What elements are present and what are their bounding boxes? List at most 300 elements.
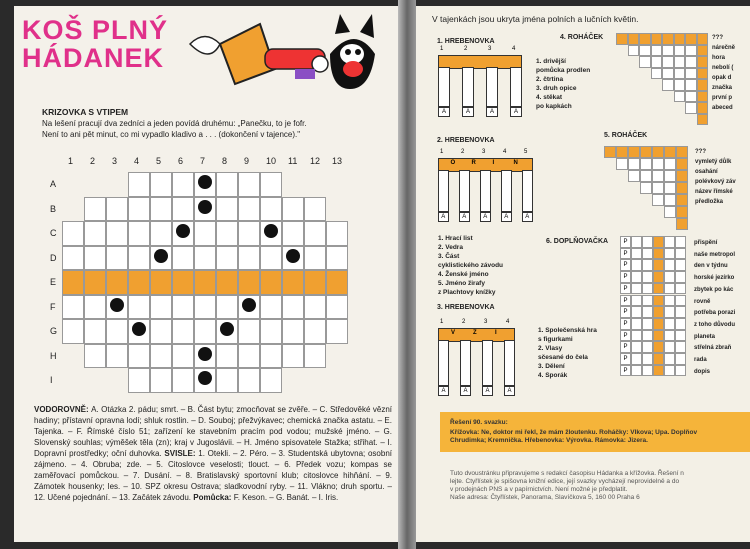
corner-cell[interactable] [664, 146, 676, 158]
comb-foot-cell[interactable]: A [462, 107, 474, 117]
crossword-cell[interactable] [304, 246, 326, 271]
crossword-cell[interactable] [216, 221, 238, 246]
crossword-cell[interactable] [216, 295, 238, 320]
fill-in-cell[interactable] [631, 318, 642, 330]
corner-cell[interactable] [676, 158, 688, 170]
crossword-cell[interactable] [172, 319, 194, 344]
crossword-cell[interactable] [150, 172, 172, 197]
crossword-cell[interactable] [282, 270, 304, 295]
crossword-cell[interactable] [84, 270, 106, 295]
clue-line: s figurkami [538, 336, 573, 343]
crossword-cell[interactable] [238, 368, 260, 393]
fill-in-cell[interactable] [664, 341, 675, 353]
corner-cell[interactable] [697, 45, 709, 57]
fill-in-cell[interactable]: P [620, 283, 631, 295]
crossword-cell[interactable] [150, 368, 172, 393]
comb-column[interactable] [486, 67, 498, 107]
corner-cell[interactable] [628, 170, 640, 182]
corner-cell[interactable] [674, 56, 686, 68]
fill-in-cell[interactable] [653, 318, 664, 330]
corner-cell[interactable] [604, 146, 616, 158]
crossword-cell[interactable] [84, 246, 106, 271]
corner-cell[interactable] [674, 68, 686, 80]
crossword-cell[interactable] [326, 319, 348, 344]
crossword-cell[interactable] [62, 246, 84, 271]
fill-in-cell[interactable] [675, 283, 686, 295]
crossword-cell[interactable] [238, 172, 260, 197]
fill-in-cell[interactable] [631, 330, 642, 342]
fill-in-cell[interactable] [653, 306, 664, 318]
crossword-cell[interactable] [260, 344, 282, 369]
corner-cell[interactable] [640, 170, 652, 182]
clue-line: rovně [694, 298, 711, 305]
fill-in-cell[interactable] [642, 236, 653, 248]
fill-in-cell[interactable] [653, 295, 664, 307]
fill-in-cell[interactable] [631, 365, 642, 377]
fill-in-cell[interactable]: P [620, 306, 631, 318]
crossword-cell[interactable] [84, 295, 106, 320]
crossword-cell[interactable] [150, 270, 172, 295]
fill-in-cell[interactable] [664, 259, 675, 271]
crossword-cell[interactable] [238, 197, 260, 222]
corner-cell[interactable] [652, 194, 664, 206]
comb-foot-cell[interactable]: A [510, 107, 522, 117]
crossword-cell[interactable] [282, 344, 304, 369]
crossword-cell[interactable] [260, 246, 282, 271]
comb-number: 3 [488, 46, 492, 52]
corner-cell[interactable] [662, 56, 674, 68]
black-square [220, 322, 234, 336]
fill-in-cell[interactable] [664, 295, 675, 307]
fill-in-cell[interactable]: P [620, 271, 631, 283]
crossword-cell[interactable] [128, 197, 150, 222]
comb-column[interactable] [438, 170, 449, 212]
crossword-cell[interactable] [216, 246, 238, 271]
crossword-cell[interactable] [326, 221, 348, 246]
corner-cell[interactable] [676, 206, 688, 218]
title-line-2: HÁDANEK [22, 43, 164, 73]
corner-cell[interactable] [664, 182, 676, 194]
crossword-cell[interactable] [172, 344, 194, 369]
comb-foot-cell[interactable]: A [460, 386, 471, 396]
crossword-cell[interactable] [260, 197, 282, 222]
crossword-cell[interactable] [304, 197, 326, 222]
fill-in-cell[interactable] [642, 259, 653, 271]
comb-foot-cell[interactable]: A [522, 212, 533, 222]
corner-cell[interactable] [664, 158, 676, 170]
corner-cell[interactable] [697, 102, 709, 114]
crossword-cell[interactable] [106, 221, 128, 246]
fill-in-cell[interactable] [631, 283, 642, 295]
comb-foot-cell[interactable]: A [438, 212, 449, 222]
corner-cell[interactable] [676, 218, 688, 230]
crossword-cell[interactable] [238, 319, 260, 344]
corner-cell[interactable] [652, 170, 664, 182]
fill-in-cell[interactable] [664, 236, 675, 248]
corner-cell[interactable] [652, 158, 664, 170]
corner-cell[interactable] [616, 146, 628, 158]
comb-foot-cell[interactable]: A [504, 386, 515, 396]
fill-in-cell[interactable] [675, 295, 686, 307]
fill-in-cell[interactable] [653, 259, 664, 271]
corner-cell[interactable] [685, 68, 697, 80]
fill-in-cell[interactable] [642, 271, 653, 283]
fill-in-cell[interactable] [642, 283, 653, 295]
fill-in-cell[interactable] [653, 365, 664, 377]
crossword-cell[interactable] [150, 221, 172, 246]
comb-column[interactable] [460, 340, 471, 386]
fill-in-cell[interactable] [664, 318, 675, 330]
corner-cell[interactable] [628, 45, 640, 57]
crossword-cell[interactable] [150, 246, 172, 271]
corner-cell[interactable] [697, 33, 709, 45]
fill-in-cell[interactable]: P [620, 318, 631, 330]
crossword-cell[interactable] [326, 270, 348, 295]
crossword-cell[interactable] [62, 221, 84, 246]
fill-in-cell[interactable] [675, 365, 686, 377]
crossword-cell[interactable] [128, 172, 150, 197]
fill-in-cell[interactable] [642, 330, 653, 342]
comb-letter: I [495, 330, 497, 336]
crossword-cell[interactable] [150, 319, 172, 344]
crossword-cell[interactable] [326, 246, 348, 271]
corner-cell[interactable] [640, 146, 652, 158]
fill-in-cell[interactable]: P [620, 236, 631, 248]
fill-in-cell[interactable] [653, 271, 664, 283]
corner-cell[interactable] [685, 102, 697, 114]
corner-cell[interactable] [639, 45, 651, 57]
column-number: 10 [266, 156, 277, 166]
fill-in-cell[interactable] [675, 353, 686, 365]
crossword-cell[interactable] [194, 368, 216, 393]
crossword-cell[interactable] [194, 270, 216, 295]
clue-line: dopis [694, 368, 710, 375]
fill-in-cell[interactable] [675, 236, 686, 248]
corner-cell[interactable] [674, 45, 686, 57]
comb-column[interactable] [462, 67, 474, 107]
crossword-cell[interactable] [150, 344, 172, 369]
crossword-cell[interactable] [84, 221, 106, 246]
crossword-cell[interactable] [304, 270, 326, 295]
fill-in-cell[interactable]: P [620, 295, 631, 307]
clue-line: polévkový záv [695, 179, 736, 185]
crossword-cell[interactable] [172, 221, 194, 246]
comb-foot-cell[interactable]: A [482, 386, 493, 396]
crossword-cell[interactable] [84, 197, 106, 222]
black-square [198, 371, 212, 385]
clue-line: 2. čtrtina [536, 76, 564, 83]
clue-line: zbytek po kác [694, 286, 734, 293]
crossword-cell[interactable] [326, 295, 348, 320]
crossword-cell[interactable] [128, 368, 150, 393]
fill-in-cell[interactable] [664, 283, 675, 295]
crossword-cell[interactable] [172, 295, 194, 320]
fill-in-cell[interactable] [664, 248, 675, 260]
corner-cell[interactable] [674, 79, 686, 91]
crossword-cell[interactable] [216, 368, 238, 393]
clue-line: cyklistického závodu [438, 262, 504, 269]
corner-cell[interactable] [685, 79, 697, 91]
clue-line: naše metropol [694, 251, 736, 258]
comb-foot-cell[interactable]: A [459, 212, 470, 222]
crossword-cell[interactable] [238, 295, 260, 320]
corner-cell[interactable] [616, 33, 628, 45]
crossword-cell[interactable] [260, 319, 282, 344]
fill-in-cell[interactable] [653, 330, 664, 342]
crossword-cell[interactable] [62, 270, 84, 295]
corner-cell[interactable] [616, 158, 628, 170]
comb-number: 1 [440, 46, 444, 52]
crossword-cell[interactable] [84, 344, 106, 369]
clue-line: 2. Vedra [438, 244, 463, 251]
crossword-cell[interactable] [194, 246, 216, 271]
comb-foot-cell[interactable]: A [501, 212, 512, 222]
corner-cell[interactable] [664, 170, 676, 182]
column-number: 9 [244, 156, 250, 166]
fill-in-cell[interactable] [675, 330, 686, 342]
crossword-cell[interactable] [150, 295, 172, 320]
corner-cell[interactable] [685, 45, 697, 57]
crossword-cell[interactable] [304, 319, 326, 344]
fill-in-cell[interactable] [642, 365, 653, 377]
row-letter: B [50, 203, 57, 214]
corner-cell[interactable] [652, 182, 664, 194]
crossword-cell[interactable] [260, 270, 282, 295]
corner-cell[interactable] [674, 33, 686, 45]
comb-column[interactable] [438, 340, 449, 386]
crossword-cell[interactable] [194, 344, 216, 369]
crossword-cell[interactable] [194, 295, 216, 320]
crossword-cell[interactable] [128, 270, 150, 295]
comb-column[interactable] [510, 67, 522, 107]
crossword-cell[interactable] [128, 344, 150, 369]
fill-in-cell[interactable] [675, 271, 686, 283]
corner-cell[interactable] [662, 45, 674, 57]
down-heading: SVISLE: [164, 449, 199, 458]
crossword-cell[interactable] [216, 270, 238, 295]
crossword-cell[interactable] [128, 295, 150, 320]
crossword-cell[interactable] [260, 368, 282, 393]
intro-line-1: Na lešení pracují dva zedníci a jeden povídá druhému: „Panečku, to je fofr. [42, 119, 307, 128]
crossword-clues [34, 404, 392, 503]
fill-in-cell[interactable] [631, 353, 642, 365]
corner-cell[interactable] [697, 91, 709, 103]
cat-mascot-illustration [180, 14, 380, 104]
fill-in-cell[interactable]: P [620, 353, 631, 365]
fill-in-cell[interactable] [675, 341, 686, 353]
fill-in-cell[interactable] [642, 318, 653, 330]
comb-foot-cell[interactable]: A [438, 107, 450, 117]
fill-in-cell[interactable]: P [620, 365, 631, 377]
fill-in-cell[interactable] [631, 236, 642, 248]
corner-cell[interactable] [639, 56, 651, 68]
corner-cell[interactable] [651, 33, 663, 45]
corner-cell[interactable] [697, 79, 709, 91]
fill-in-cell[interactable] [631, 271, 642, 283]
crossword-cell[interactable] [282, 246, 304, 271]
fill-in-cell[interactable] [631, 248, 642, 260]
corner-cell[interactable] [664, 194, 676, 206]
corner-cell[interactable] [662, 68, 674, 80]
crossword-cell[interactable] [128, 246, 150, 271]
fill-in-cell[interactable] [653, 341, 664, 353]
crossword-cell[interactable] [106, 270, 128, 295]
crossword-cell[interactable] [194, 172, 216, 197]
corner-cell[interactable] [685, 91, 697, 103]
comb-foot-cell[interactable]: A [486, 107, 498, 117]
corner-cell[interactable] [676, 194, 688, 206]
crossword-cell[interactable] [238, 270, 260, 295]
clue-line: střelná zbraň [694, 345, 732, 352]
column-number: 11 [288, 156, 298, 166]
crossword-cell[interactable] [260, 295, 282, 320]
corner-cell[interactable] [628, 146, 640, 158]
crossword-cell[interactable] [172, 172, 194, 197]
crossword-cell[interactable] [106, 197, 128, 222]
fill-in-cell[interactable] [653, 248, 664, 260]
black-square [198, 200, 212, 214]
crossword-cell[interactable] [216, 319, 238, 344]
fill-in-cell[interactable] [675, 259, 686, 271]
crossword-cell[interactable] [282, 319, 304, 344]
crossword-cell[interactable] [84, 319, 106, 344]
fill-in-cell[interactable] [642, 306, 653, 318]
corner-cell[interactable] [628, 158, 640, 170]
crossword-cell[interactable] [106, 344, 128, 369]
crossword-cell[interactable] [150, 197, 172, 222]
corner-cell[interactable] [676, 170, 688, 182]
comb-column[interactable] [522, 170, 533, 212]
crossword-cell[interactable] [172, 368, 194, 393]
crossword-cell[interactable] [106, 246, 128, 271]
fill-in-cell[interactable] [653, 353, 664, 365]
clue-line: předložka [695, 199, 724, 205]
crossword-cell[interactable] [282, 221, 304, 246]
corner-cell[interactable] [697, 68, 709, 80]
crossword-cell[interactable] [238, 221, 260, 246]
crossword-cell[interactable] [238, 344, 260, 369]
crossword-cell[interactable] [260, 172, 282, 197]
crossword-cell[interactable] [260, 221, 282, 246]
crossword-cell[interactable] [304, 344, 326, 369]
fill-in-cell[interactable]: P [620, 248, 631, 260]
comb-column[interactable] [504, 340, 515, 386]
corner-cell[interactable] [674, 91, 686, 103]
fill-in-cell[interactable] [642, 248, 653, 260]
corner-cell[interactable] [652, 146, 664, 158]
comb-column[interactable] [501, 170, 512, 212]
comb-column[interactable] [438, 67, 450, 107]
crossword-cell[interactable] [238, 246, 260, 271]
clue-line: název římské [695, 189, 733, 195]
crossword-cell[interactable] [106, 295, 128, 320]
crossword-cell[interactable] [304, 295, 326, 320]
crossword-cell[interactable] [304, 221, 326, 246]
fill-in-cell[interactable] [631, 295, 642, 307]
corner-cell[interactable] [651, 56, 663, 68]
fill-in-cell[interactable] [653, 236, 664, 248]
fill-in-cell[interactable] [664, 271, 675, 283]
fill-in-cell[interactable] [631, 306, 642, 318]
corner-cell[interactable] [685, 56, 697, 68]
solutions-title: Řešení 90. svazku: [450, 419, 508, 426]
corner-cell[interactable] [628, 33, 640, 45]
comb-foot-cell[interactable]: A [480, 212, 491, 222]
fill-in-cell[interactable] [675, 306, 686, 318]
crossword-cell[interactable] [282, 197, 304, 222]
fill-in-cell[interactable] [631, 341, 642, 353]
comb-column[interactable] [459, 170, 470, 212]
fill-in-cell[interactable] [653, 283, 664, 295]
corner-cell[interactable] [651, 45, 663, 57]
crossword-cell[interactable] [172, 197, 194, 222]
fill-in-cell[interactable] [631, 259, 642, 271]
fill-in-cell[interactable] [642, 341, 653, 353]
corner-cell[interactable] [662, 79, 674, 91]
crossword-cell[interactable] [128, 319, 150, 344]
fill-in-cell[interactable] [664, 365, 675, 377]
clue-line: ??? [695, 149, 706, 155]
fill-in-cell[interactable]: P [620, 330, 631, 342]
corner-cell[interactable] [685, 33, 697, 45]
fill-in-cell[interactable] [642, 353, 653, 365]
comb-column[interactable] [482, 340, 493, 386]
crossword-cell[interactable] [194, 319, 216, 344]
corner-cell[interactable] [640, 158, 652, 170]
crossword-cell[interactable] [216, 344, 238, 369]
clue-line: 1. Společenská hra [538, 327, 597, 334]
comb-foot-cell[interactable]: A [438, 386, 449, 396]
crossword-cell[interactable] [62, 319, 84, 344]
across-heading: VODOROVNĚ: [34, 405, 92, 414]
fill-in-cell[interactable] [675, 318, 686, 330]
crossword-cell[interactable] [216, 172, 238, 197]
comb-number: 4 [506, 319, 510, 325]
comb-column[interactable] [480, 170, 491, 212]
corner-cell[interactable] [662, 33, 674, 45]
crossword-cell[interactable] [128, 221, 150, 246]
corner-cell[interactable] [639, 33, 651, 45]
fill-in-cell[interactable] [664, 353, 675, 365]
crossword-cell[interactable] [194, 197, 216, 222]
corner-cell[interactable] [676, 146, 688, 158]
comb-number: 1 [440, 319, 444, 325]
fill-in-cell[interactable] [664, 306, 675, 318]
fill-in-cell[interactable] [675, 248, 686, 260]
black-square [242, 298, 256, 312]
fill-in-cell[interactable]: P [620, 259, 631, 271]
crossword-cell[interactable] [216, 197, 238, 222]
crossword-cell[interactable] [194, 221, 216, 246]
corner-cell[interactable] [697, 56, 709, 68]
fill-in-cell[interactable] [642, 295, 653, 307]
corner-cell[interactable] [640, 182, 652, 194]
comb-number: 3 [482, 149, 486, 155]
crossword-cell[interactable] [172, 270, 194, 295]
fill-in-cell[interactable] [664, 330, 675, 342]
corner-cell[interactable] [697, 114, 709, 126]
corner-cell[interactable] [651, 68, 663, 80]
black-square [264, 224, 278, 238]
crossword-cell[interactable] [172, 246, 194, 271]
corner-cell[interactable] [676, 182, 688, 194]
crossword-cell[interactable] [106, 319, 128, 344]
corner-cell[interactable] [664, 206, 676, 218]
crossword-cell[interactable] [282, 295, 304, 320]
fill-in-cell[interactable]: P [620, 341, 631, 353]
crossword-cell[interactable] [62, 295, 84, 320]
comb-number: 4 [512, 46, 516, 52]
